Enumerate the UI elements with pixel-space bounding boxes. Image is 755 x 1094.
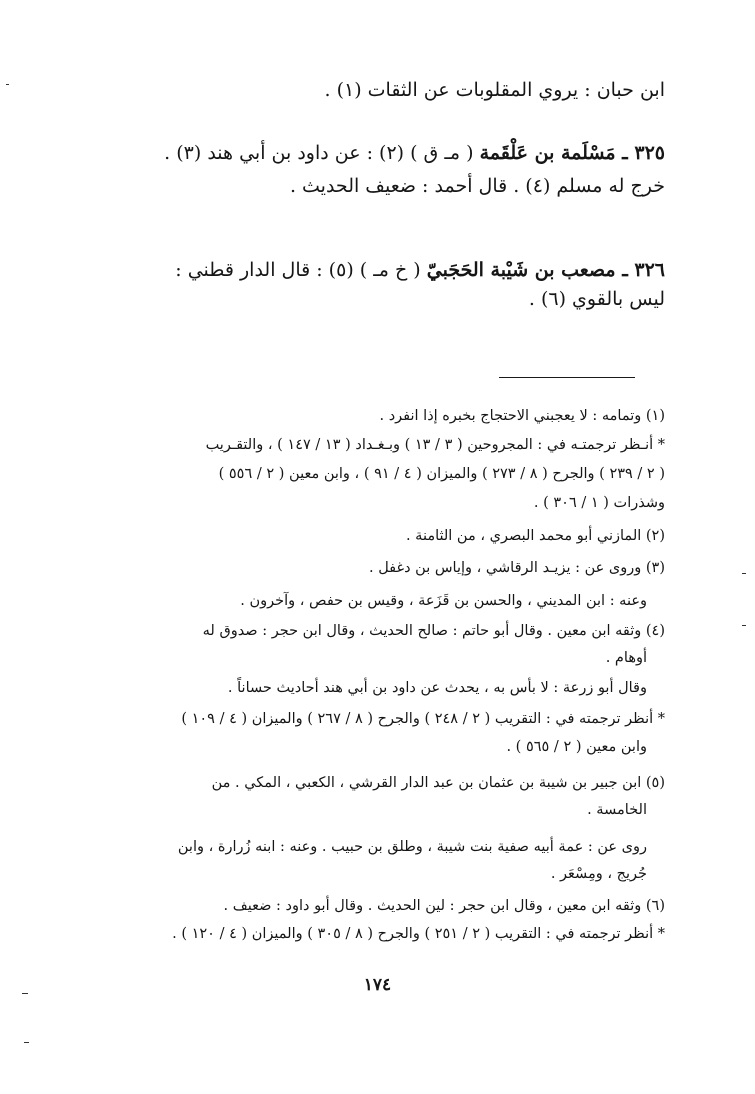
entry-325-line-2: خرج له مسلم (٤) . قال أحمد : ضعيف الحديث . xyxy=(289,175,665,197)
footnote-line: * أنظر ترجمته في : التقريب ( ٢ / ٢٥١ ) والجرح ( ٨ / ٣٠٥ ) والميزان ( ٤ / ١٢٠ ) . xyxy=(172,926,665,942)
footnote-line: (٤) وثقه ابن معين . وقال أبو حاتم : صالح الحديث ، وقال ابن حجر : صدوق له xyxy=(202,623,665,639)
scan-speck xyxy=(24,1042,29,1043)
footnote-line: وعنه : ابن المديني ، والحسن بن قَزَعة ، وقيس بن حفص ، وآخرون . xyxy=(240,593,647,609)
entry-326-heading: ٣٢٦ ـ مصعب بن شَيْبة الحَجَبيّ xyxy=(426,259,665,281)
footnote-line: * أنظر ترجمته في : التقريب ( ٢ / ٢٤٨ ) والجرح ( ٨ / ٢٦٧ ) والميزان ( ٤ / ١٠٩ ) xyxy=(181,711,665,727)
footnote-line: ( ٢ / ٢٣٩ ) والجرح ( ٨ / ٢٧٣ ) والميزان ( ٤ / ٩١ ) ، وابن معين ( ٢ / ٥٥٦ ) xyxy=(218,466,665,482)
scan-speck xyxy=(22,993,28,994)
footnote-line: وابن معين ( ٢ / ٥٦٥ ) . xyxy=(506,739,647,755)
footnote-line: (١) وتمامه : لا يعجبني الاحتجاج بخبره إذا انفرد . xyxy=(379,408,665,424)
footnote-separator xyxy=(499,377,635,378)
footnote-line: (٥) ابن جبير بن شيبة بن عثمان بن عبد الدار القرشي ، الكعبي ، المكي . من xyxy=(211,775,665,791)
scan-speck xyxy=(742,573,746,574)
footnote-line: (٢) المازني أبو محمد البصري ، من الثامنة . xyxy=(405,528,665,544)
footnote-line: وشذرات ( ١ / ٣٠٦ ) . xyxy=(533,495,665,511)
scan-speck xyxy=(6,84,9,85)
footnote-line: الخامسة . xyxy=(587,802,647,818)
entry-326-line-2: ليس بالقوي (٦) . xyxy=(528,288,665,310)
entry-325-text: ( مـ ق ) (٢) : عن داود بن أبي هند (٣) . xyxy=(164,142,474,164)
footnote-line: روى عن : عمة أبيه صفية بنت شيبة ، وطلق بن حبيب . وعنه : ابنه زُرارة ، وابن xyxy=(177,839,647,855)
entry-325-heading: ٣٢٥ ـ مَسْلَمة بن عَلْقَمة xyxy=(479,142,665,164)
footnote-line: (٣) وروى عن : يزيـد الرقاشي ، وإياس بن دغفل . xyxy=(368,560,665,576)
footnote-line: وقال أبو زرعة : لا بأس به ، يحدث عن داود بن أبي هند أحاديث حساناً . xyxy=(227,680,647,696)
entry-326-line-1 xyxy=(105,254,665,286)
entry-326-text: ( خ مـ ) (٥) : قال الدار قطني : xyxy=(175,259,421,281)
footnote-line: (٦) وثقه ابن معين ، وقال ابن حجر : لين الحديث . وقال أبو داود : ضعيف . xyxy=(223,898,665,914)
page-number: ١٧٤ xyxy=(363,975,392,995)
main-line-1: ابن حبان : يروي المقلوبات عن الثقات (١) . xyxy=(324,79,665,101)
entry-325-line-1 xyxy=(105,137,665,169)
footnote-line: * أنـظر ترجمتـه في : المجروحين ( ٣ / ١٣ ) وبـغـداد ( ١٣ / ١٤٧ ) ، والتقـريب xyxy=(205,437,665,453)
footnote-line: جُريج ، ومِسْعَر . xyxy=(550,866,647,882)
footnote-line: أوهام . xyxy=(605,650,647,666)
scan-speck xyxy=(742,625,746,626)
